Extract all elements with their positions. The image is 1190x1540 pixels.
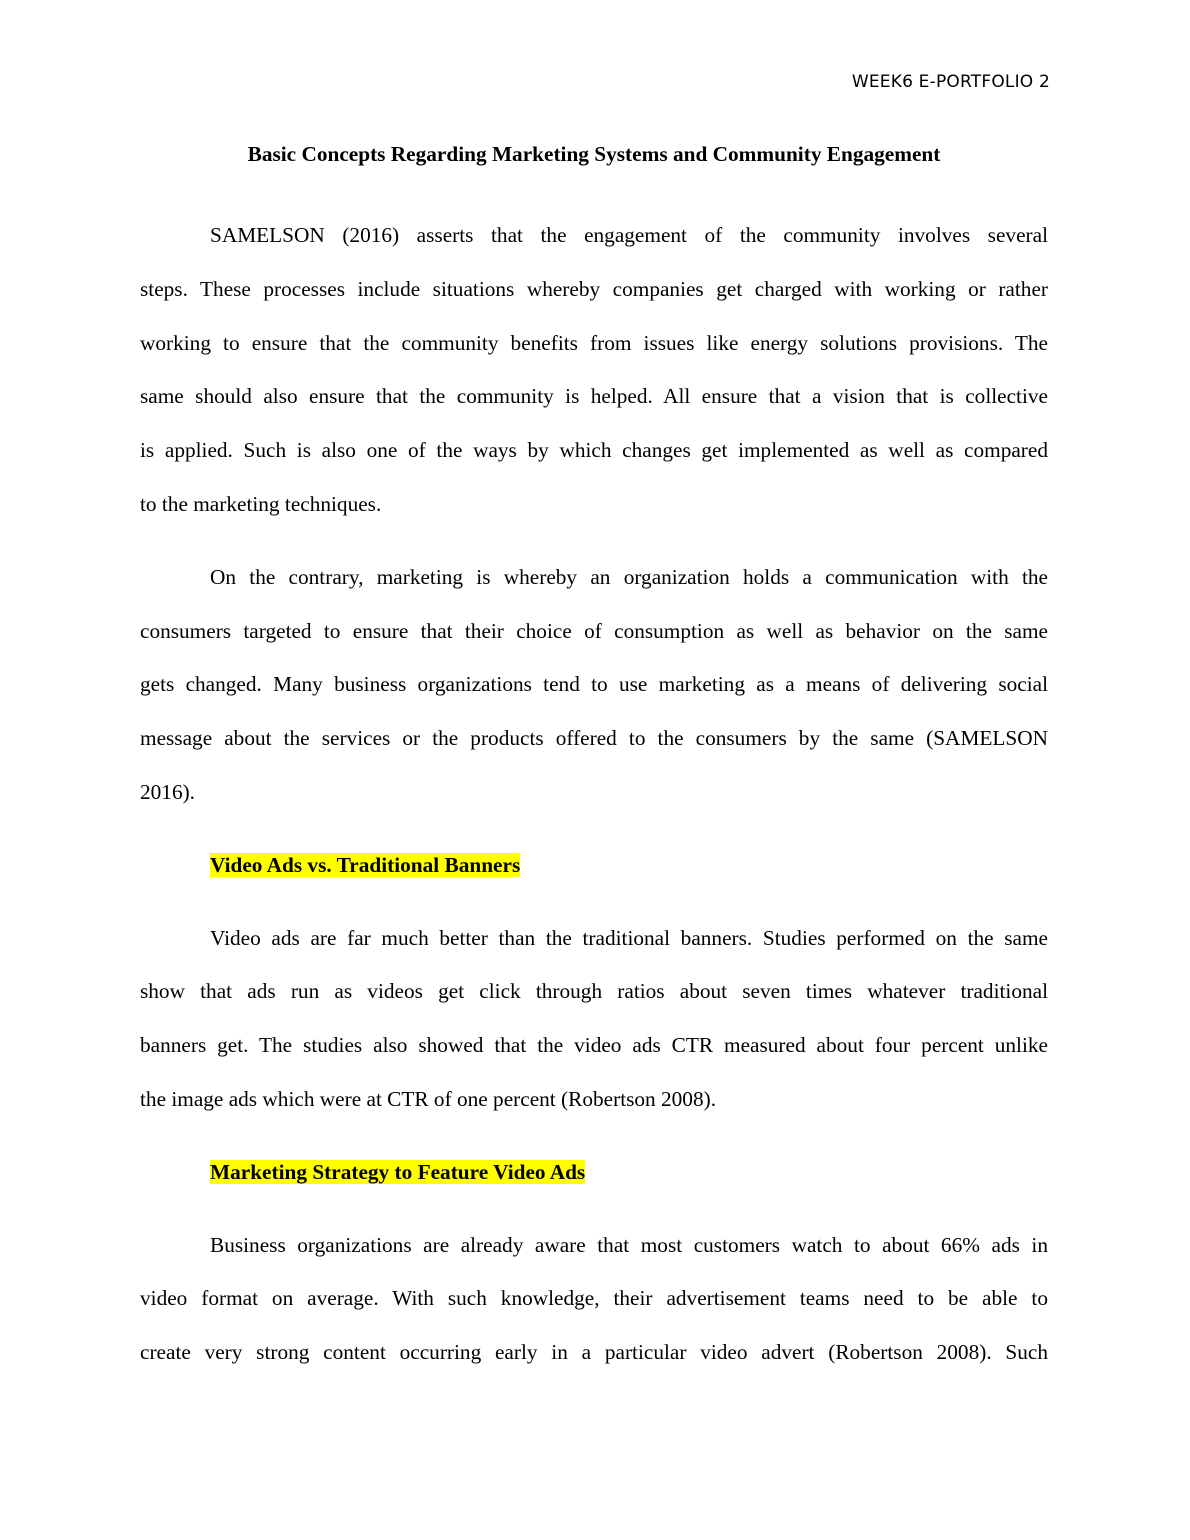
document-title: Basic Concepts Regarding Marketing Systems and Community Engagement	[247, 142, 941, 166]
paragraph-line: to the marketing techniques.	[140, 491, 382, 516]
paragraph	[140, 912, 1048, 1127]
paragraph-line: banners get. The studies also showed that the video ads CTR measured about four percent unlike	[140, 1033, 1048, 1058]
paragraph-line: Video ads are far much better than the traditional banners. Studies performed on the same	[210, 925, 1048, 950]
document-body	[140, 136, 1048, 1399]
paragraph-line: consumers targeted to ensure that their choice of consumption as well as behavior on the same	[140, 618, 1048, 643]
paragraph-line: show that ads run as videos get click through ratios about seven times whatever traditional	[140, 979, 1048, 1004]
paragraph	[140, 1219, 1048, 1380]
section-heading	[210, 1146, 1048, 1200]
paragraph-line: message about the services or the products offered to the consumers by the same (SAMELSON	[140, 726, 1048, 751]
paragraph-line: working to ensure that the community benefits from issues like energy solutions provisions. The	[140, 330, 1048, 355]
paragraph-line: same should also ensure that the community is helped. All ensure that a vision that is collective	[140, 384, 1048, 409]
running-head: WEEK6 E-PORTFOLIO 2	[851, 72, 1050, 92]
highlighted-heading-text: Video Ads vs. Traditional Banners	[210, 852, 521, 877]
section-heading	[210, 839, 1048, 893]
paragraph-line: the image ads which were at CTR of one percent (Robertson 2008).	[140, 1086, 717, 1111]
paragraph-line: 2016).	[140, 779, 196, 804]
paragraph-line: SAMELSON (2016) asserts that the engagement of the community involves several	[210, 223, 1048, 247]
paragraph-line: gets changed. Many business organizations tend to use marketing as a means of delivering social	[140, 672, 1048, 697]
paragraph-line: video format on average. With such knowledge, their advertisement teams need to be able to	[140, 1286, 1048, 1311]
paragraph-line: On the contrary, marketing is whereby an organization holds a communication with the	[210, 564, 1048, 589]
paragraph-line: create very strong content occurring early in a particular video advert (Robertson 2008). Such	[140, 1340, 1048, 1365]
paragraph-line: is applied. Such is also one of the ways by which changes get implemented as well as compared	[140, 438, 1048, 463]
paragraph	[140, 209, 1048, 532]
paragraph	[140, 551, 1048, 820]
paragraph-line: steps. These processes include situations whereby companies get charged with working or rather	[140, 276, 1048, 301]
paragraph-line: Business organizations are already aware that most customers watch to about 66% ads in	[210, 1232, 1048, 1257]
highlighted-heading-text: Marketing Strategy to Feature Video Ads	[210, 1159, 586, 1184]
